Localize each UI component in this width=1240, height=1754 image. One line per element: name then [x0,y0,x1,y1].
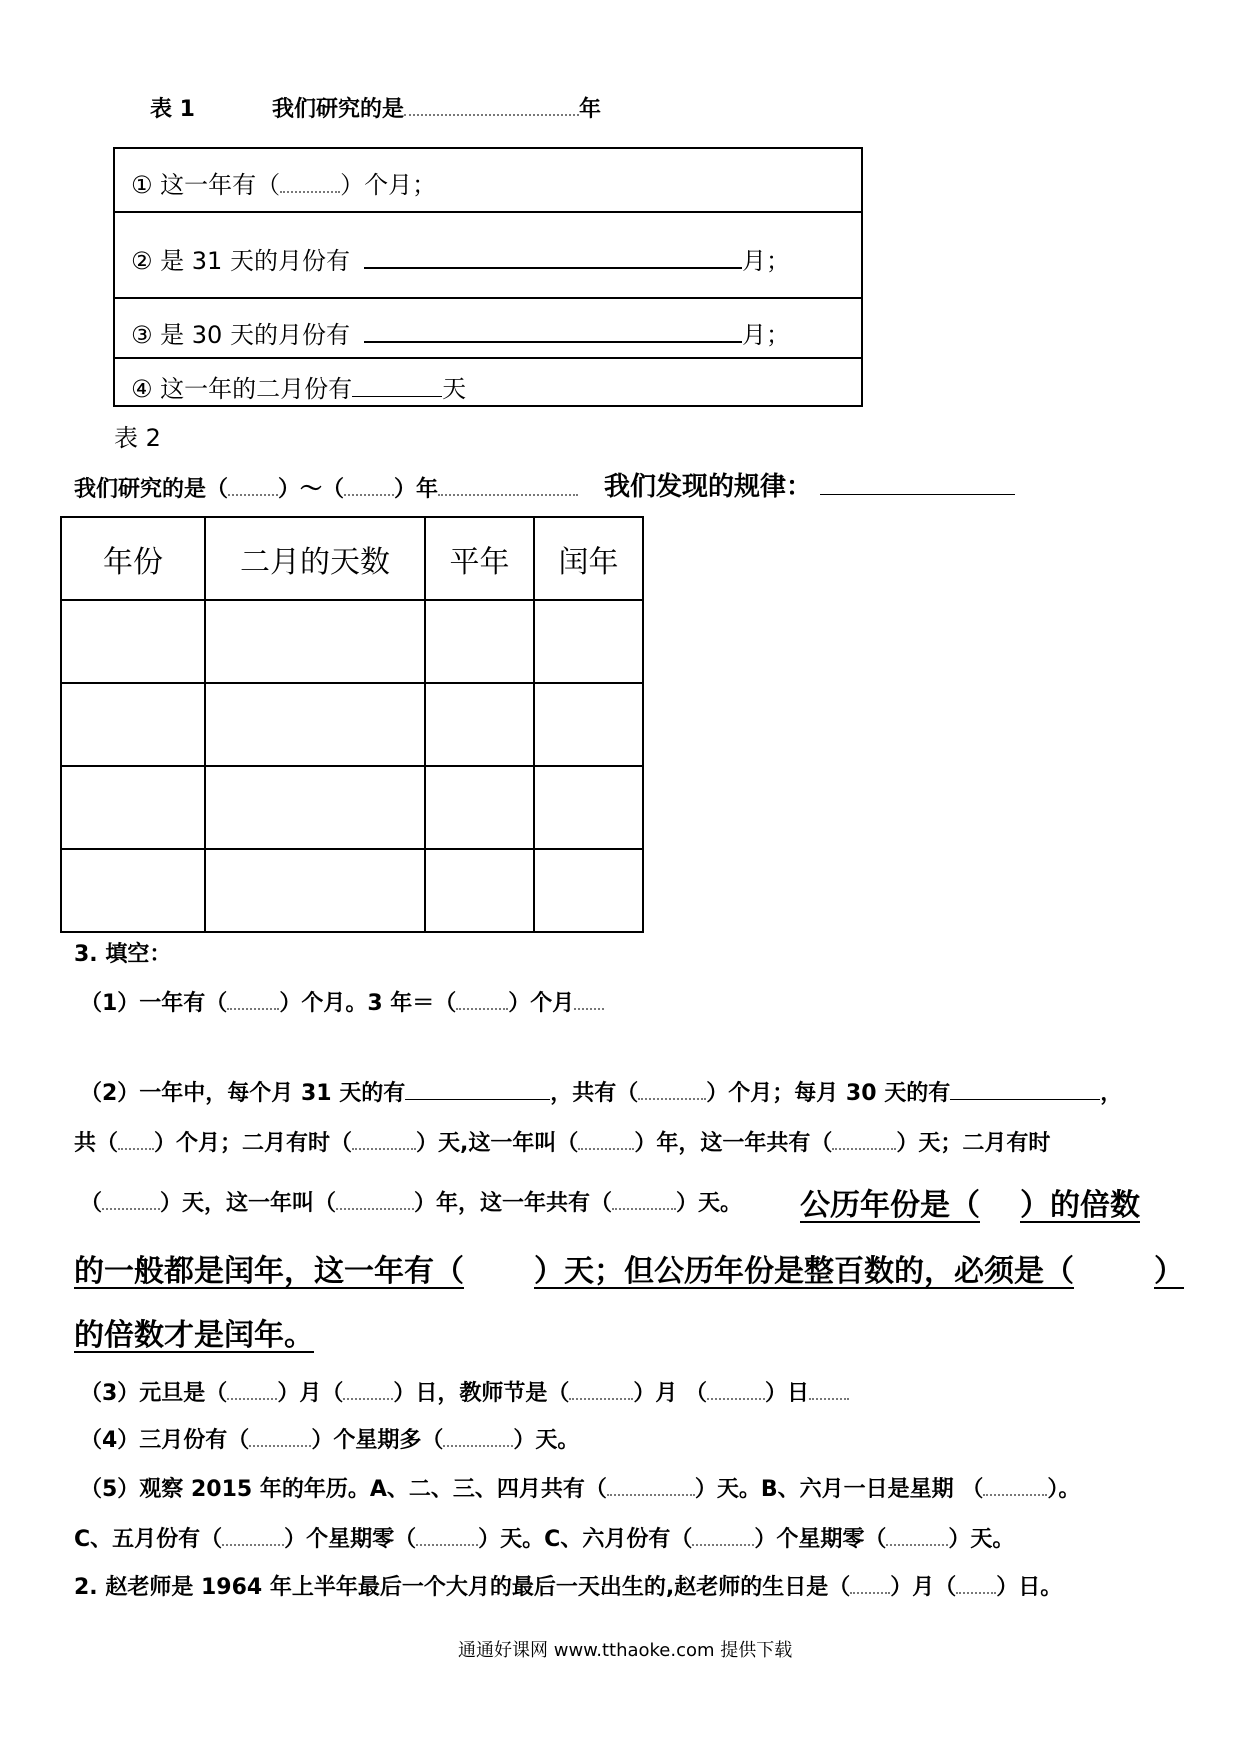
row3-post: 月； [741,321,790,349]
row1-pre: ① 这一年有（ [131,171,281,199]
q2-blank-8[interactable] [612,1188,676,1210]
q1-blank-2[interactable] [456,988,508,1010]
research-start-blank[interactable] [228,474,278,496]
q1-line [80,986,604,1017]
q1-blank-1[interactable] [227,988,279,1010]
table1-row-3-text [131,315,790,350]
table-cell[interactable] [61,600,205,683]
research-prefix: 我们研究的是（ [74,477,229,502]
q2-l3f: ）的倍数 [1020,1188,1140,1223]
q1-tail [574,988,604,1010]
footer-text: 通通好课网 www.tthaoke.com 提供下载 [458,1640,793,1661]
table1-row-3 [115,299,861,359]
q4-c: ）天。 [513,1428,580,1453]
zhao-blank-day[interactable] [956,1572,996,1594]
table1-row-4-text [131,369,466,404]
rule-label: 我们发现的规律： [604,472,813,502]
q2-line-3-emphasis [800,1180,1140,1224]
table2-caption: 表 2 [114,424,161,452]
row2-pre: ② 是 31 天的月份有 [131,247,350,275]
table-cell[interactable] [205,600,425,683]
table-row [61,849,643,932]
q5-l2a: C、五月份有（ [74,1527,223,1552]
row4-pre: ④ 这一年的二月份有 [131,375,353,403]
q2-l2c: ）天,这一年叫（ [416,1131,579,1156]
q2-l1d: ， [1100,1081,1123,1106]
q2-blank-3[interactable] [352,1128,416,1150]
table-cell[interactable] [61,849,205,932]
header-year: 年份 [61,517,205,600]
q2-blank-7[interactable] [336,1188,414,1210]
q3-d: ）月 （ [633,1381,708,1406]
table-cell[interactable] [425,683,534,766]
q2-l1a: （2）一年中，每个月 31 天的有 [80,1081,406,1106]
q2-blank-1[interactable] [638,1078,706,1100]
row3-pre: ③ 是 30 天的月份有 [131,321,350,349]
q5-blank-6[interactable] [886,1524,948,1546]
rule-blank[interactable] [820,468,1015,495]
q3-line [80,1376,849,1407]
research-end-blank[interactable] [344,474,394,496]
q2-l1b: ，共有（ [550,1081,639,1106]
row4-post: 天 [442,375,467,403]
q2-l4c: ） [1154,1254,1184,1289]
q1-b: ）个月。3 年＝（ [279,991,457,1016]
q2-blank-31days[interactable] [405,1077,550,1100]
header-common-year: 平年 [425,517,534,600]
q5-line-2 [74,1522,1014,1553]
q2-blank-5[interactable] [832,1128,896,1150]
q4-a: （4）三月份有（ [80,1428,250,1453]
table1-heading [272,92,601,123]
table-cell[interactable] [205,683,425,766]
q2-l2d: ）年，这一年共有（ [634,1131,833,1156]
row2-post: 月； [741,247,790,275]
q5-l1b: ）天。B、六月一日是星期 （ [694,1477,984,1502]
table-cell[interactable] [61,766,205,849]
q5-l2e: ）天。 [948,1527,1015,1552]
research-mid: ）～（ [278,477,345,502]
table-cell[interactable] [425,766,534,849]
q3-e: ）日 [765,1381,810,1406]
zhao-b: ）月（ [890,1575,957,1600]
zhao-c: ）日。 [996,1575,1063,1600]
table-row [61,683,643,766]
q2-blank-6[interactable] [102,1188,160,1210]
table2-header-row [61,517,643,600]
q2-l2a: 共（ [74,1131,119,1156]
table1-row-2 [115,213,861,299]
q2-l3e: 公历年份是（ [800,1188,980,1223]
table2 [60,516,644,933]
table-cell[interactable] [534,849,643,932]
table2-research-line [74,472,578,503]
q2-line-2 [74,1126,1050,1157]
table-cell[interactable] [425,600,534,683]
section3-title: 3. 填空： [74,942,172,967]
table1-row-1-text [131,165,436,200]
table-cell[interactable] [425,849,534,932]
zhao-a: 2. 赵老师是 1964 年上半年最后一个大月的最后一天出生的,赵老师的生日是（ [74,1575,851,1600]
q2-line-3 [80,1186,742,1217]
q5-blank-3[interactable] [222,1524,284,1546]
header-leap-year: 闰年 [534,517,643,600]
q3-c: ）日，教师节是（ [393,1381,570,1406]
table-row [61,766,643,849]
table1-heading-label: 我们研究的是 [272,97,405,122]
q2-l3d: ）天。 [676,1191,743,1216]
zhao-blank-month[interactable] [850,1572,890,1594]
q5-l1c: ）。 [1047,1477,1081,1502]
row4-blank[interactable] [352,374,442,397]
table1-row-4 [115,359,861,407]
q2-line-1 [80,1076,1122,1107]
q2-blank-30days[interactable] [950,1077,1100,1100]
q2-l4a: 的一般都是闰年，这一年有（ [74,1254,464,1289]
row2-blank[interactable] [364,245,742,269]
q3-blank-3[interactable] [569,1378,633,1400]
q4-b: ）个星期多（ [311,1428,444,1453]
q5-l2b: ）个星期零（ [284,1527,417,1552]
table1-row-1 [115,149,861,213]
q5-blank-2[interactable] [983,1474,1047,1496]
q5-blank-4[interactable] [416,1524,478,1546]
table-cell[interactable] [61,683,205,766]
q1-c: ）个月 [508,991,575,1016]
research-suffix: ）年 [394,477,439,502]
zhao-question [74,1570,1062,1601]
q2-l5: 的倍数才是闰年。 [74,1318,314,1353]
q3-tail [809,1378,849,1400]
q2-l3a: （ [80,1191,103,1216]
research-gap [438,474,578,496]
table-cell[interactable] [205,766,425,849]
table-cell[interactable] [534,683,643,766]
q2-blank-2[interactable] [118,1128,154,1150]
q5-blank-1[interactable] [607,1474,695,1496]
q5-l2c: ）天。C、六月份有（ [478,1527,693,1552]
q2-line-5 [74,1310,314,1354]
q3-blank-4[interactable] [707,1378,765,1400]
q2-l2e: ）天；二月有时 [896,1131,1051,1156]
table1-row-2-text [131,241,790,276]
q2-l1c: ）个月；每月 30 天的有 [706,1081,951,1106]
table-row [61,600,643,683]
row1-post: ）个月； [340,171,437,199]
q5-l1a: （5）观察 2015 年的年历。A、二、三、四月共有（ [80,1477,607,1502]
table-cell[interactable] [534,600,643,683]
q3-b: ）月（ [277,1381,344,1406]
header-feb-days: 二月的天数 [205,517,425,600]
q2-l4b: ）天；但公历年份是整百数的，必须是（ [534,1254,1074,1289]
q2-l3c: ）年，这一年共有（ [414,1191,613,1216]
q1-a: （1）一年有（ [80,991,228,1016]
q5-line-1 [80,1472,1080,1503]
rule-line [604,466,1015,503]
table-cell[interactable] [534,766,643,849]
row1-blank[interactable] [280,171,340,193]
table1 [113,147,863,407]
q2-line-4 [74,1246,1184,1290]
q3-a: （3）元旦是（ [80,1381,228,1406]
year-blank[interactable] [404,94,579,116]
q4-blank-1[interactable] [249,1425,311,1447]
q5-blank-5[interactable] [692,1524,754,1546]
table-cell[interactable] [205,849,425,932]
q3-blank-1[interactable] [227,1378,277,1400]
table1-heading-suffix: 年 [579,97,602,122]
q4-blank-2[interactable] [443,1425,513,1447]
q2-l2b: ）个月；二月有时（ [154,1131,353,1156]
q4-line [80,1423,579,1454]
row3-blank[interactable] [364,319,742,343]
q5-l2d: ）个星期零（ [754,1527,887,1552]
q2-blank-4[interactable] [578,1128,634,1150]
table1-caption: 表 1 [150,97,195,122]
q3-blank-2[interactable] [343,1378,393,1400]
q2-l3b: ）天，这一年叫（ [160,1191,337,1216]
